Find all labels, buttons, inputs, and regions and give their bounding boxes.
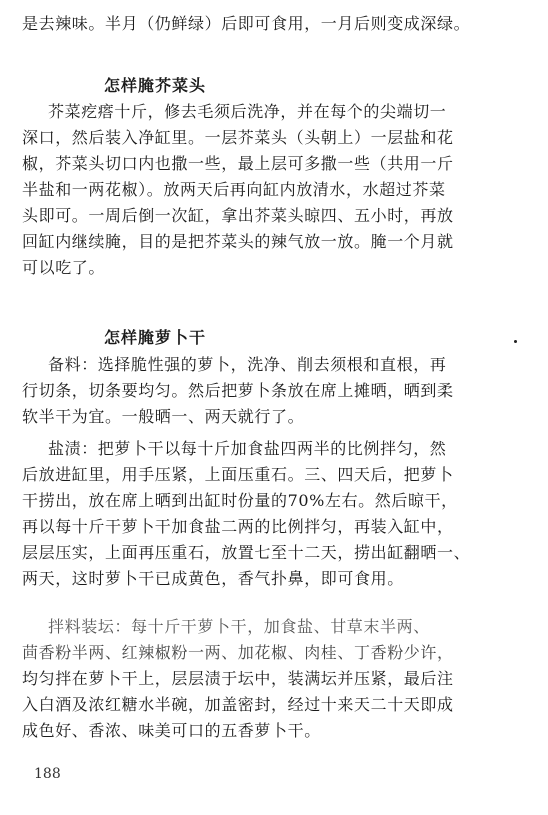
paragraph-line: 两天，这时萝卜干已成黄色，香气扑鼻，即可食用。 — [22, 569, 404, 588]
paragraph-line: 入白酒及浓红糖水半碗，加盖密封，经过十来天二十天即成 — [22, 695, 454, 714]
paragraph-line: 深口，然后装入净缸里。一层芥菜头（头朝上）一层盐和花 — [22, 128, 454, 147]
paragraph-line: 备料：选择脆性强的萝卜，洗净、削去须根和直根，再 — [48, 355, 447, 374]
paragraph-line: 芥菜疙瘩十斤，修去毛须后洗净，并在每个的尖端切一 — [48, 102, 447, 121]
paragraph-line: 盐渍：把萝卜干以每十斤加食盐四两半的比例拌匀，然 — [48, 439, 447, 458]
paragraph-line: 头即可。一周后倒一次缸，拿出芥菜头晾四、五小时，再放 — [22, 206, 454, 225]
paragraph-line: 后放进缸里，用手压紧，上面压重石。三、四天后，把萝卜 — [22, 465, 454, 484]
paragraph-line: 可以吃了。 — [22, 258, 106, 277]
paragraph-line: 均匀拌在萝卜干上，层层渍于坛中，装满坛并压紧，最后注 — [22, 669, 454, 688]
paragraph-line: 椒，芥菜头切口内也撒一些，最上层可多撒一些（共用一斤 — [22, 154, 454, 173]
paragraph-line: 行切条，切条要均匀。然后把萝卜条放在席上摊晒，晒到柔 — [22, 381, 454, 400]
print-speck — [514, 340, 517, 343]
paragraph-line: 层层压实，上面再压重石，放置七至十二天，捞出缸翻晒一、 — [22, 543, 471, 562]
section-heading-radish: 怎样腌萝卜干 — [104, 328, 207, 347]
paragraph-line: 再以每十斤干萝卜干加食盐二两的比例拌匀，再装入缸中， — [22, 517, 454, 536]
page-number: 188 — [34, 766, 61, 782]
paragraph-line: 干捞出，放在席上晒到出缸时份量的70%左右。然后晾干， — [22, 491, 458, 510]
continuation-text: 是去辣味。半月（仍鲜绿）后即可食用，一月后则变成深绿。 — [22, 14, 471, 33]
section-heading-mustard: 怎样腌芥菜头 — [104, 76, 207, 95]
paragraph-line: 回缸内继续腌，目的是把芥菜头的辣气放一放。腌一个月就 — [22, 232, 454, 251]
paragraph-line: 半盐和一两花椒）。放两天后再向缸内放清水，水超过芥菜 — [22, 180, 446, 199]
paragraph-line: 茴香粉半两、红辣椒粉一两、加花椒、肉桂、丁香粉少许， — [22, 643, 454, 662]
paragraph-line: 拌料装坛：每十斤干萝卜干，加食盐、甘草末半两、 — [48, 617, 430, 636]
paragraph-line: 成色好、香浓、味美可口的五香萝卜干。 — [22, 721, 321, 740]
paragraph-line: 软半干为宜。一般晒一、两天就行了。 — [22, 407, 305, 426]
